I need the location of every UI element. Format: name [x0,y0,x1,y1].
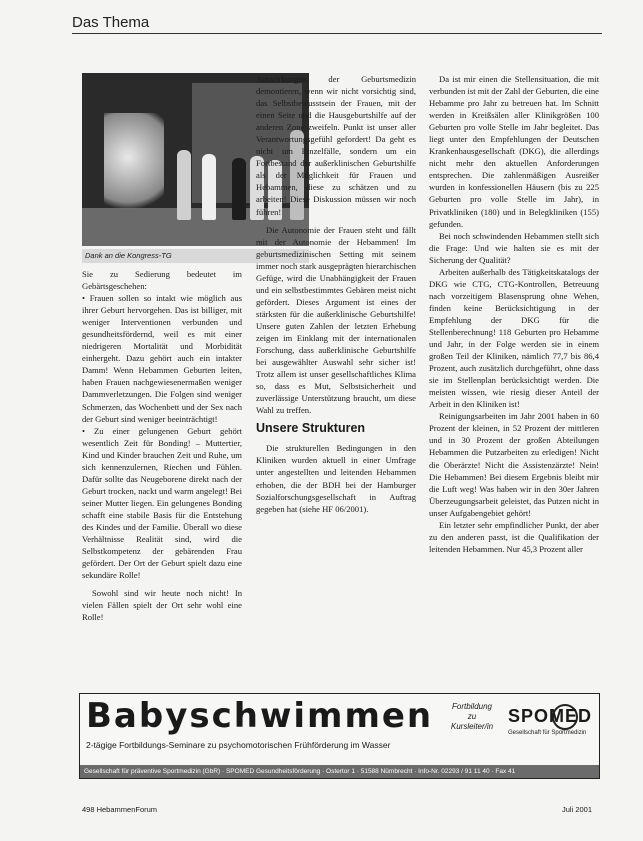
paragraph: Auswirkungen der Geburtsmedizin demontieren, wenn wir nicht vorsichtig sind, das Selbstbewusstsein der Frauen, mit der einen Seite und die Hausgeburtshilfe auf der anderen Zone zweifeln. Punkt ist unser aller Verantwortungsgefühl gefordert! Da geht es nicht um Einzelfälle, sondern um ein Fortbestand der außerklinischen Geburtshilfe als der Möglichkeit für Frauen und Hebammen, diese zu schätzen und zu arbeiten! Diese Diskussion müssen wir noch führen! [256,74,416,217]
person-figure [177,150,191,220]
ad-subtitle: 2-tägige Fortbildungs-Seminare zu psychomotorischen Frühförderung im Wasser [86,740,391,750]
header-rule [72,33,602,34]
ad-course-label [442,702,502,732]
advertisement[interactable] [79,693,600,779]
text-column-2 [256,73,416,515]
paragraph: Bei noch schwindenden Hebammen stellt sich die Frage: Und wie halten sie es mit der Sicherung der Qualität? [429,230,599,265]
logo-tagline: Gesellschaft für Sportmedizin [508,730,587,736]
paragraph: • Frauen sollen so intakt wie möglich aus ihrer Geburt hervorgehen. Das ist billiger, mit weniger Interventionen verbunden und gesundheitsfördernd, weil es mit einer niedrigeren Mortalität und Morbidität einhergeht. Dazu gehört auch ein intakter Damm! Wenn Hebammen Geburten leiten, haben Frauen nachgewiesenermaßen weniger Dammverletzungen. Die Folgen sind weniger Schmerzen, das Wochenbett und der Sex nach der Geburt sind weniger beeinträchtigt! [82,293,242,424]
spomed-logo [508,702,596,740]
paragraph: Die strukturellen Bedingungen in den Kliniken wurden aktuell in einer Umfrage unter angestellten und leitenden Hebammen erhoben, die der BDH bei der Hamburger Sozialforschungsgesellschaft in Auftrag gegeben hat (siehe HF 06/2001). [256,443,416,514]
page-footer-left: 498 HebammenForum [82,805,158,814]
flower-arrangement [104,113,164,223]
text-column-3 [429,73,599,555]
paragraph: • Zu einer gelungenen Geburt gehört wesentlich Zeit für Bonding! – Muttertier, Kind und Kinder brauchen Zeit und Ruhe, um sich kennenzulernen, Riechen und Fühlen. Dafür sollte das Neugeborene direkt nach der Geburt trocken, nackt und warm angelegt! Bei seiner Mutter liegen. Ein gelungenes Bonding schafft eine stabile Basis für die Entstehung des Kindes und der Familie. Überall wo diese Verhältnisse Realität sind, wird die Selbstkompetenz der gebärenden Frau gefördert. Der Ort der Geburt spielt dazu eine sekundäre Rolle! [82,425,242,581]
ad-course-line: zu [467,712,477,721]
paragraph: Da ist mir einen die Stellensituation, die mit verbunden ist mit der Zahl der Geburten, die eine Hebamme pro Jahr zu betreuen hat. Im Schnitt werden in Kreißsälen aller Klinikgrößen 100 Geburten pro volle Stelle im Jahr begleitet. Das liegt unter den Empfehlungen der Deutschen Krankenhausgesellschaft (DKG), die allerdings nicht mehr den aktuellen Anforderungen entsprechen. Die zahlenmäßigen Ausreißer wurden in konfessionellen Häusern (bis zu 225 Geburten pro volle Stelle im Jahr), in Privatkliniken (180) und in Belegkliniken (155) gefunden. [429,74,599,229]
person-figure [232,158,246,220]
ad-contact-bar: Gesellschaft für präventive Sportmedizin (GbR) · SPOMED Gesundheitsförderung · Ostertor 1 · 51588 Nümbrecht · Info-Nr. 02293 / 91 11 40 · Fax 41 [80,765,599,778]
paragraph: Arbeiten außerhalb des Tätigkeitskatalogs der DKG wie CTG, CTG-Kontrollen, Betreuung nach vorzeitigem Blasensprung ohne Wehen, finden keine Berücksichtigung in der Empfehlung der DKG für die Stellenberechnung! 118 Geburten pro Hebamme und Jahr, in der Folge werden sie in einem großen Teil der Kliniken, nämlich 77,7 bis 86,4 Prozent, auch zusätzlich durchgeführt, ohne dass sie im Stellenplan berücksichtigt werden. Die meisten wissen, wie riesig dieser Anteil der Arbeit in den Kliniken ist! [429,266,599,410]
ad-course-line: Kursleiter/in [450,722,494,731]
paragraph: Ein letzter sehr empfindlicher Punkt, der aber zu den anderen passt, ist die Qualifikation der leitenden Hebammen. Nur 45,3 Prozent aller [429,519,599,554]
paragraph: Sowohl sind wir heute noch nicht! In vielen Fällen spielt der Ort sehr wohl eine Rolle! [82,588,242,623]
photo-caption: Dank an die Kongress-TG [82,249,309,263]
ad-title: Babyschwimmen [86,696,434,736]
paragraph: Die Autonomie der Frauen steht und fällt mit der Autonomie der Hebammen! Im geburtsmedizinischen Setting mit seinem immer noch stark ausgeprägten hierarchischen Gefüge, wird die Unabhängigkeit der Frauen und ein selbstbestimmtes Gebären meist nicht gefördert. Dieses Argument ist eines der stärksten für die außerklinische Geburtshilfe! Unsere guten Zahlen der letzten Erhebung zeigen im Einklang mit der internationalen Forschung, dass außerklinische Geburtshilfe bei ausgewählter Auswahl sehr sicher ist! Trotz allem ist unser gesellschaftliches Klima so, dass es Mut, Selbstsicherheit und zuverlässige Unterstützung braucht, um diese Wahl zu treffen. [256,224,416,416]
person-figure [202,154,216,220]
logo-text: SPOMED [508,706,593,726]
paragraph: Reinigungsarbeiten im Jahr 2001 haben in 60 Prozent der kleinen, in 52 Prozent der mittleren und in 30 Prozent der großen Abteilungen Hebammen die Putzarbeiten zu erledigen! Nicht die Oberärzte! Nicht die Assistenzärzte! Nein! Die Hebammen! Bei diesem Ergebnis bleibt mir die Luft weg! Was haben wir in den 30er Jahren Überzeugungsarbeit geleistet, das Putzen nicht in unser Aufgabengebiet gehört! [429,411,599,518]
paragraph: Sie zu Sedierung bedeutet im Gebärtsgeschehen: [82,269,242,292]
text-column-1 [82,268,242,623]
ad-course-line: Fortbildung [451,702,493,711]
subheading: Unsere Strukturen [256,421,366,436]
section-header: Das Thema [72,14,150,31]
page-footer-right: Juli 2001 [562,805,593,814]
